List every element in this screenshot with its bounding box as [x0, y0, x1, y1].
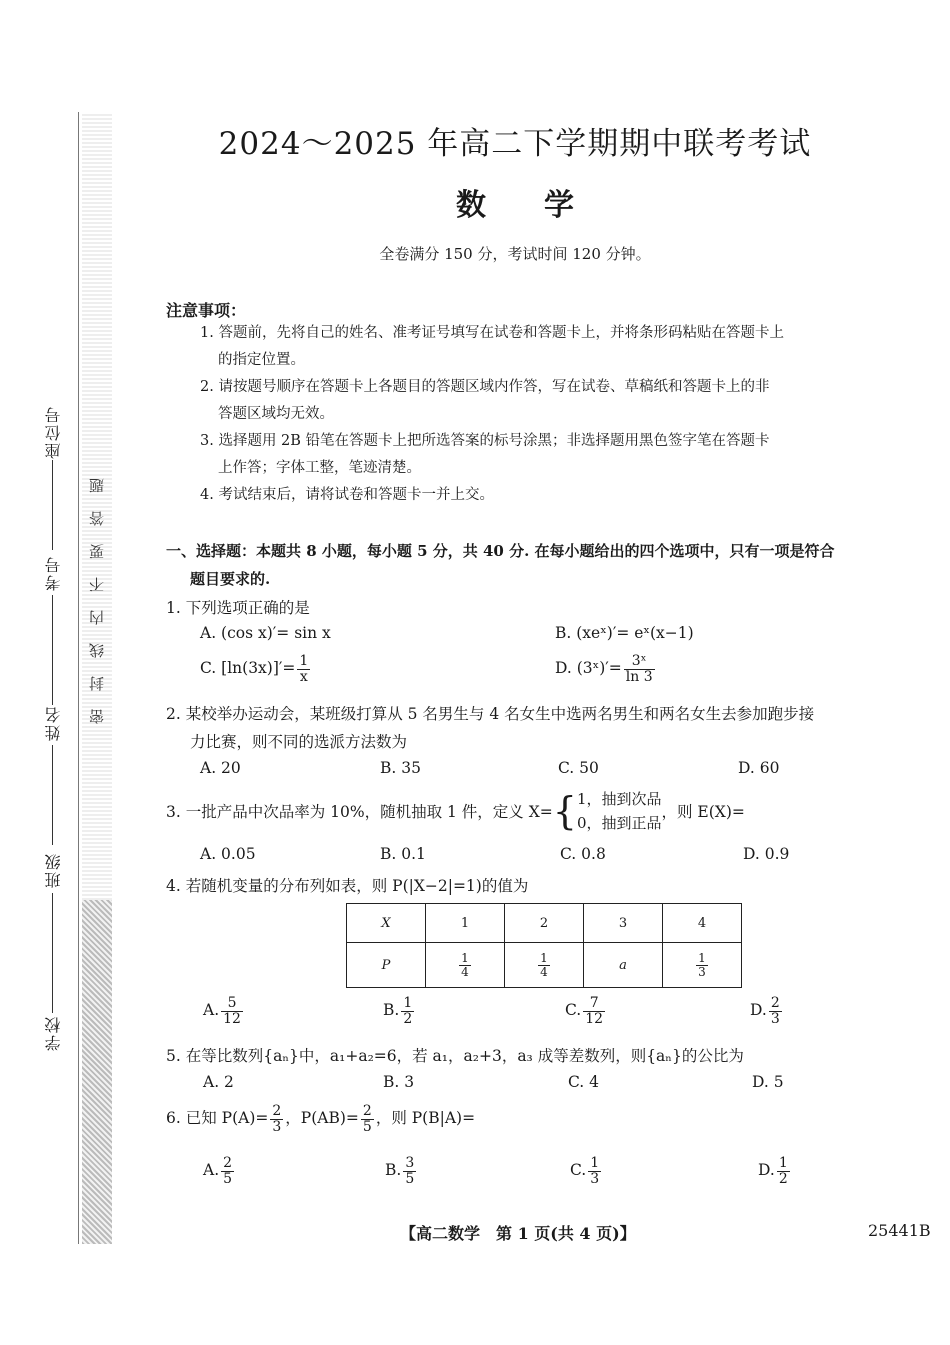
question-6-option-d: D. $\frac{1}{2}$	[758, 1155, 788, 1187]
section-heading: 一、选择题：本题共 8 小题，每小题 5 分，共 40 分. 在每小题给出的四个选项中，只有一项是符合	[166, 542, 835, 560]
question-4-option-c: C. $\frac{7}{12}$	[565, 995, 604, 1027]
question-4-option-b: B. $\frac{1}{2}$	[383, 995, 413, 1027]
margin-label-exam-no: 考号	[44, 555, 63, 591]
table-cell: 2	[505, 904, 584, 943]
table-cell: P	[347, 943, 426, 988]
seal-strip-shaded	[82, 900, 112, 1244]
question-1-stem: 1. 下列选项正确的是	[166, 599, 310, 617]
table-row	[347, 904, 742, 943]
page-footer: 【高二数学 第 1 页(共 4 页)】	[400, 1224, 636, 1243]
margin-label-school: 学校	[44, 1015, 63, 1051]
question-3-stem: 3. 一批产品中次品率为 10%，随机抽取 1 件，定义 X= { 1，抽到次品 0，抽到正品 ，则 E(X)=	[166, 789, 745, 833]
subject-title: 数学	[456, 188, 632, 223]
distribution-table	[346, 903, 742, 988]
notice-title: 注意事项：	[166, 301, 247, 320]
question-2-option-c: C. 50	[558, 759, 599, 777]
question-6-option-b: B. $\frac{3}{5}$	[385, 1155, 415, 1187]
question-6-stem: 6. 已知 P(A)= $\frac{2}{3}$ ，P(AB)= $\frac{2}{5}$ ，则 P(B|A)=	[166, 1103, 476, 1135]
paper-code: 25441B	[868, 1221, 931, 1240]
question-1-option-b: B. (xeˣ)′= eˣ(x−1)	[555, 624, 694, 642]
table-cell: a	[584, 943, 663, 988]
question-5-option-c: C. 4	[568, 1073, 600, 1091]
table-cell: 3	[584, 904, 663, 943]
margin-label-class: 班级	[44, 852, 63, 888]
margin-label-seat: 座位号	[44, 405, 63, 459]
question-5-option-a: A. 2	[203, 1073, 234, 1091]
margin-label-name: 姓名	[44, 705, 63, 741]
notice-item-4: 4. 考试结束后，请将试卷和答题卡一并上交。	[200, 487, 494, 503]
binding-line	[78, 112, 79, 1244]
table-cell: 4	[663, 904, 742, 943]
question-2-stem-cont: 力比赛，则不同的选派方法数为	[190, 733, 408, 751]
notice-item-1b: 的指定位置。	[218, 352, 305, 368]
margin-blank-exam-no	[52, 595, 53, 705]
exam-title: 2024～2025 年高二下学期期中联考考试	[218, 126, 812, 162]
question-3-option-d: D. 0.9	[743, 845, 790, 863]
margin-blank-seat	[52, 460, 53, 550]
margin-blank-name	[52, 745, 53, 845]
table-cell: $\frac{1}{3}$	[663, 943, 742, 988]
table-cell: 1	[426, 904, 505, 943]
question-3-option-b: B. 0.1	[380, 845, 426, 863]
exam-info: 全卷满分 150 分，考试时间 120 分钟。	[379, 245, 651, 263]
question-2-option-b: B. 35	[380, 759, 421, 777]
notice-item-2a: 2. 请按题号顺序在答题卡上各题目的答题区域内作答，写在试卷、草稿纸和答题卡上的非	[200, 379, 770, 395]
question-5-option-d: D. 5	[752, 1073, 784, 1091]
notice-item-3a: 3. 选择题用 2B 铅笔在答题卡上把所选答案的标号涂黑；非选择题用黑色签字笔在答题卡	[200, 433, 770, 449]
seal-text: 密封线内不要答题	[88, 460, 106, 724]
question-2-stem: 2. 某校举办运动会，某班级打算从 5 名男生与 4 名女生中选两名男生和两名女生去参加跑步接	[166, 705, 815, 723]
notice-item-2b: 答题区域均无效。	[218, 406, 334, 422]
question-1-option-d: D. (3ˣ)′= $\frac{\text{3ˣ}}{\ln 3}$	[555, 653, 653, 685]
table-cell: X	[347, 904, 426, 943]
margin-blank-class	[52, 893, 53, 1013]
table-cell: $\frac{1}{4}$	[505, 943, 584, 988]
question-2-option-d: D. 60	[738, 759, 780, 777]
question-6-option-c: C. $\frac{1}{3}$	[570, 1155, 600, 1187]
section-heading-cont: 题目要求的.	[190, 570, 271, 588]
table-row	[347, 943, 742, 988]
question-3-option-c: C. 0.8	[560, 845, 606, 863]
question-5-option-b: B. 3	[383, 1073, 415, 1091]
question-3-option-a: A. 0.05	[200, 845, 256, 863]
question-2-option-a: A. 20	[200, 759, 241, 777]
notice-item-1a: 1. 答题前，先将自己的姓名、准考证号填写在试卷和答题卡上，并将条形码粘贴在答题卡上	[200, 325, 784, 341]
question-5-stem: 5. 在等比数列{aₙ}中，a₁+a₂=6，若 a₁，a₂+3，a₃ 成等差数列，则{aₙ}的公比为	[166, 1047, 744, 1065]
question-6-option-a: A. $\frac{2}{5}$	[203, 1155, 233, 1187]
question-4-option-d: D. $\frac{2}{3}$	[750, 995, 780, 1027]
question-4-stem: 4. 若随机变量的分布列如表，则 P(|X−2|=1)的值为	[166, 877, 529, 895]
question-1-option-a: A. (cos x)′= sin x	[200, 624, 331, 642]
question-4-option-a: A. $\frac{5}{12}$	[203, 995, 241, 1027]
table-cell: $\frac{1}{4}$	[426, 943, 505, 988]
notice-item-3b: 上作答；字体工整，笔迹清楚。	[218, 460, 421, 476]
question-1-option-c: C. [ln(3x)]′= $\frac{1}{x}$	[200, 653, 309, 685]
